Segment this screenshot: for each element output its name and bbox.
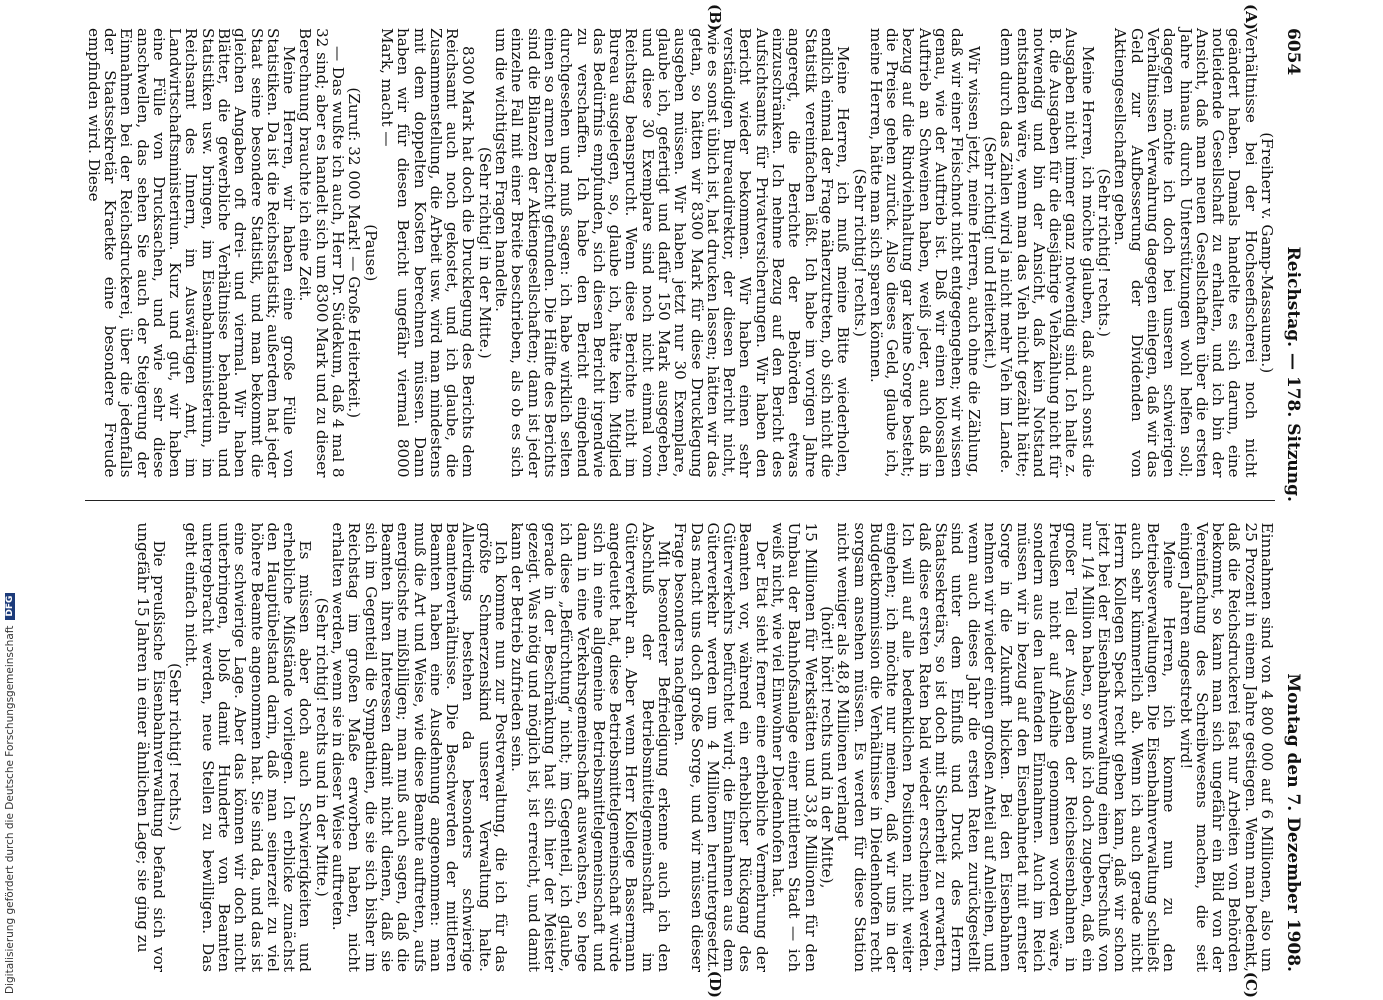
right-column-paragraph: (Sehr richtig! rechts und in der Mitte.) [312, 597, 331, 897]
right-column-paragraph: Einnahmen sind von 4 800 000 auf 6 Millionen, also um 25 Prozent in einem Jahre gestiegen. Wenn man bedenkt, daß die Reichsdruckerei fast nur Arbeiten von Behörden bekommt, so kann man sich ungefähr ein Bild von der Vereinfachung des Schreibwesens machen, die seit einigen Jahren angestrebt wird! [1176, 522, 1276, 972]
right-column-paragraph: (Sehr richtig! rechts.) [166, 663, 185, 832]
session-title: Reichstag. — 178. Sitzung. [1283, 246, 1303, 502]
left-column-paragraph: Meine Herren, ich möchte glauben, daß auch sonst die Ausgaben nicht immer ganz notwendig sind. Ich halte z. B. die Ausgaben für die diesjährige Viehzählung nicht für notwendig und bin der Ansicht, daß kein Notstand entstanden wäre, wenn man das Vieh nicht gezählt hätte; denn durch das Zählen wird ja nicht mehr Vieh im Lande. [997, 28, 1097, 478]
right-column-paragraph: Meine Herren, ich komme nun zu den Betriebsverwaltungen. Die Eisenbahnverwaltung schließt auch sehr kümmerlich ab. Wenn ich auch gerade nicht Herrn Kollegen Speck recht geben kann, daß wir schon jetzt bei der Eisenbahnverwaltung einen Überschuß von nur 1/4 Million haben, so muß ich doch zugeben, daß ein großer Teil der Ausgaben der Reichseisenbahnen in Preußen nicht auf Anleihe genommen worden wäre, sondern aus den laufenden Einnahmen. Auch im Reich müssen wir in bezug auf den Eisenbahnetat mit ernster Sorge in die Zukunft blicken. Bei den Eisenbahnen nehmen wir wieder einen großen Anteil auf Anleihen, und wenn auch dieses Jahr die ersten Raten zurückgestellt sind unter dem Einfluß und Druck des Herrn Staatssekretärs, so ist doch mit Sicherheit zu erwarten, daß diese ersten Raten bald wieder erscheinen werden. Ich will auf alle bedenklichen Positionen nicht weiter eingehen; ich möchte nur meinen, daß wir uns in der Budgetkommission die Verhältnisse in Diedenhofen recht sorgsam ansehen müssen. Es werden für diese Station nicht weniger als 48,8 Millionen verlangt [834, 522, 1179, 972]
margin-mark-d: (D) [706, 970, 724, 998]
margin-mark-c: (C) [1242, 971, 1260, 998]
footer-text: Digitalisierung gefördert durch die Deutsche Forschungsgemeinschaft [4, 625, 16, 994]
right-column-paragraph: Der Etat sieht ferner eine erhebliche Vermehrung der Beamten vor, während ein erheblicher Rückgang des Güterverkehrs befürchtet wird; die Einnahmen aus dem Güterverkehr werden um 4 Millionen heruntergesetzt. Das macht uns doch große Sorge, und wir müssen dieser Frage besonders nachgehen. [671, 522, 771, 972]
left-column-paragraph: (Sehr richtig! rechts.) [850, 168, 869, 337]
left-column-paragraph: Meine Herren, wir haben eine große Fülle von Statistiken. Da ist die Reichsstatistik; außerdem hat jeder Staat seine besondere Statistik, und man bekommt die gleichen Angaben oft drei- und viermal. Wir haben Blätter, die gewerbliche Verhältnisse behandeln und Statistiken usw. bringen, im Eisenbahnministerium, im Reichsamt des Innern, im Auswärtigen Amt, im Landwirtschaftsministerium. Kurz und gut, wir haben eine Fülle von Drucksachen, und wie sehr diese anschwellen, das sehen Sie auch der Steigerung der Einnahmen bei der Reichsdruckerei, über die jedenfalls der Staatssekretär Kraetke eine besondere Freude empfinden wird. Diese [84, 28, 299, 478]
column-divider [85, 500, 1275, 501]
left-column-paragraph: Meine Herren, ich muß meine Bitte wiederholen, endlich einmal der Frage näherzutreten, ob sich nicht die Statistik vereinfachen läßt. Ich habe im vorigen Jahre angeregt, die Berichte der Behörden etwas einzuschränken. Ich nehme Bezug auf den Bericht des Aufsichtsamts für Privatversicherungen. Wir haben den Bericht wieder bekommen. Wir haben einen sehr verständigen Bureaudirektor, der diesen Bericht nicht, wie es sonst üblich ist, hat drucken lassen; hätten wir das getan, so hätten wir 8300 Mark für diese Drucklegung ausgeben müssen. Wir haben jetzt nur 30 Exemplare, glaube ich, gefertigt und dafür 150 Mark ausgegeben, und diese 30 Exemplare sind noch nicht einmal vom Reichstag beansprucht. Wenn diese Berichte nicht im Bureau ausgelegen, so, glaube ich, hätte kein Mitglied das Bedürfnis empfunden, sich diesen Bericht irgendwie zu verschaffen. Ich habe den Bericht eingehend durchgesehen und muß sagen: ich habe wirklich selten einen so armen Bericht gefunden. Die Hälfte des Berichts sind die Bilanzen der Aktiengesellschaften; dann ist jeder einzelne Fall mit einer Breite beschrieben, als ob es sich um die wichtigsten Fragen handelte. [492, 28, 853, 478]
left-column-paragraph: (Sehr richtig! und Heiterkeit.) [980, 136, 999, 370]
left-column-paragraph: 8300 Mark hat doch die Drucklegung des Berichts dem Reichsamt auch noch gekostet, und ich glaube, die Zusammenstellung, die Arbeit usw. wird man mindestens mit dem doppelten Kosten berechnen müssen. Dann haben wir für diesen Bericht ungefähr viermal 8000 Mark, macht — [377, 28, 478, 478]
left-column [84, 4, 1276, 478]
margin-mark-b: (B) [706, 4, 724, 31]
right-column-paragraph: Mit besonderer Befriedigung erkenne auch ich den Abschluß der Betriebsmittelgemeinschaft im Güterverkehr an. Aber wenn Herr Kollege Bassermann angedeutet hat, diese Betriebsmittelgemeinschaft würde sich in eine allgemeine Betriebsmittelgemeinschaft und dann in eine Verkehrsgemeinschaft auswachsen, so hege ich diese „Befürchtung“ nicht; im Gegenteil, ich glaube, gerade in der Beschränkung hat sich hier der Meister gezeigt. Was nötig und möglich ist, ist erreicht, und damit kann der Betrieb zufrieden sein. [508, 522, 674, 972]
page-header [1277, 28, 1303, 972]
left-column-paragraph: (Sehr richtig! in der Mitte.) [475, 146, 494, 359]
dfg-logo: DFG [5, 593, 15, 620]
left-column-paragraph: (Zuruf: 32 000 Mark! — Große Heiterkeit.) [345, 87, 364, 419]
right-column-paragraph: (hört! hört! rechts und in der Mitte), [817, 606, 836, 889]
left-column-paragraph: — Das wußte ich auch, Herr Dr. Südekum, daß 4 mal 8 32 sind; aber es handelt sich um 8300 Mark und zu dieser Berechnung brauchte ich eine Zeit. [296, 28, 348, 478]
margin-mark-a: (A) [1242, 4, 1260, 30]
right-column-paragraph: 15 Millionen für Werkstätten und 33,8 Millionen für den Umbau der Bahnhofsanlage einer mittleren Stadt — ich weiß nicht, wie viel Einwohner Diedenhofen hat. [769, 522, 820, 972]
left-column-paragraph: Wir wissen jetzt, meine Herren, auch ohne die Zählung, daß wir einer Fleischnot nicht entgegengehen; wir wissen genau, wie der Auftrieb ist. Daß wir einen kolossalen Auftrieb an Schweinen haben, weiß jeder, auch daß in bezug auf die Rindviehhaltung gar keine Sorge besteht; die Preise gehen zurück. Also dieses Geld, glaube ich, meine Herren, hätte man sich sparen können. [866, 28, 983, 478]
page-number: 6054 [1283, 28, 1303, 76]
left-column-paragraph: (Freiherr v. Gamp-Massaunen.) [1258, 132, 1276, 374]
left-column-paragraph: (Sehr richtig! rechts.) [1095, 168, 1114, 337]
right-column [85, 522, 1276, 998]
left-column-paragraph: Verhältnisse bei der Hochseefischerei noch nicht geändert haben. Damals handelte es sich darum, eine notleidende Gesellschaft zu erhalten, und ich bin der Ansicht, daß man neuen Gesellschaften über die ersten Jahre hinaus durch Unterstützungen wohl helfen soll; dagegen möchte ich doch bei unseren schwierigen Verhältnissen Verwahrung dagegen einlegen, daß wir das Geld zur Aufbesserung der Dividenden von Aktiengesellschaften geben. [1111, 28, 1260, 478]
left-column-paragraph: (Pause) [361, 224, 380, 282]
footer-credit [0, 0, 20, 1000]
right-column-paragraph: Es müssen aber doch auch Schwierigkeiten und erhebliche Mißstände vorliegen. Ich erblicke zunächst den Hauptübelstand darin, daß man seinerzeit zu viel höhere Beamte angenommen hat. Sie sind da, und das ist eine schwierige Lage. Aber das können wir doch nicht unterbringen, bloß damit Hunderte von Beamten untergebracht werden, neue Stellen zu bewilligen. Das geht einfach nicht. [182, 522, 315, 972]
right-column-paragraph: Ich komme nun zur Postverwaltung, die ich für das größte Schmerzenskind unserer Verwaltung halte. Allerdings bestehen da besonders schwierige Beamtenverhältnisse. Die Beschwerden der mittleren Beamten haben eine Ausdehnung angenommen: man muß die Art und Weise, wie diese Beamte auftreten, aufs energischste mißbilligen; man muß auch sagen, daß die Beamten ihren Interessen damit nicht dienen, daß sie sich im Gegenteil die Sympathien, die sie sich bisher im Reichstag im großen Maße erworben haben, nicht erhalten werden, wenn sie in dieser Weise auftreten. [329, 522, 511, 972]
session-date: Montag den 7. Dezember 1908. [1283, 673, 1303, 972]
right-column-paragraph: Die preußische Eisenbahnverwaltung befand sich vor ungefähr 15 Jahren in einer ähnlichen Lage; sie ging zu [133, 522, 168, 972]
